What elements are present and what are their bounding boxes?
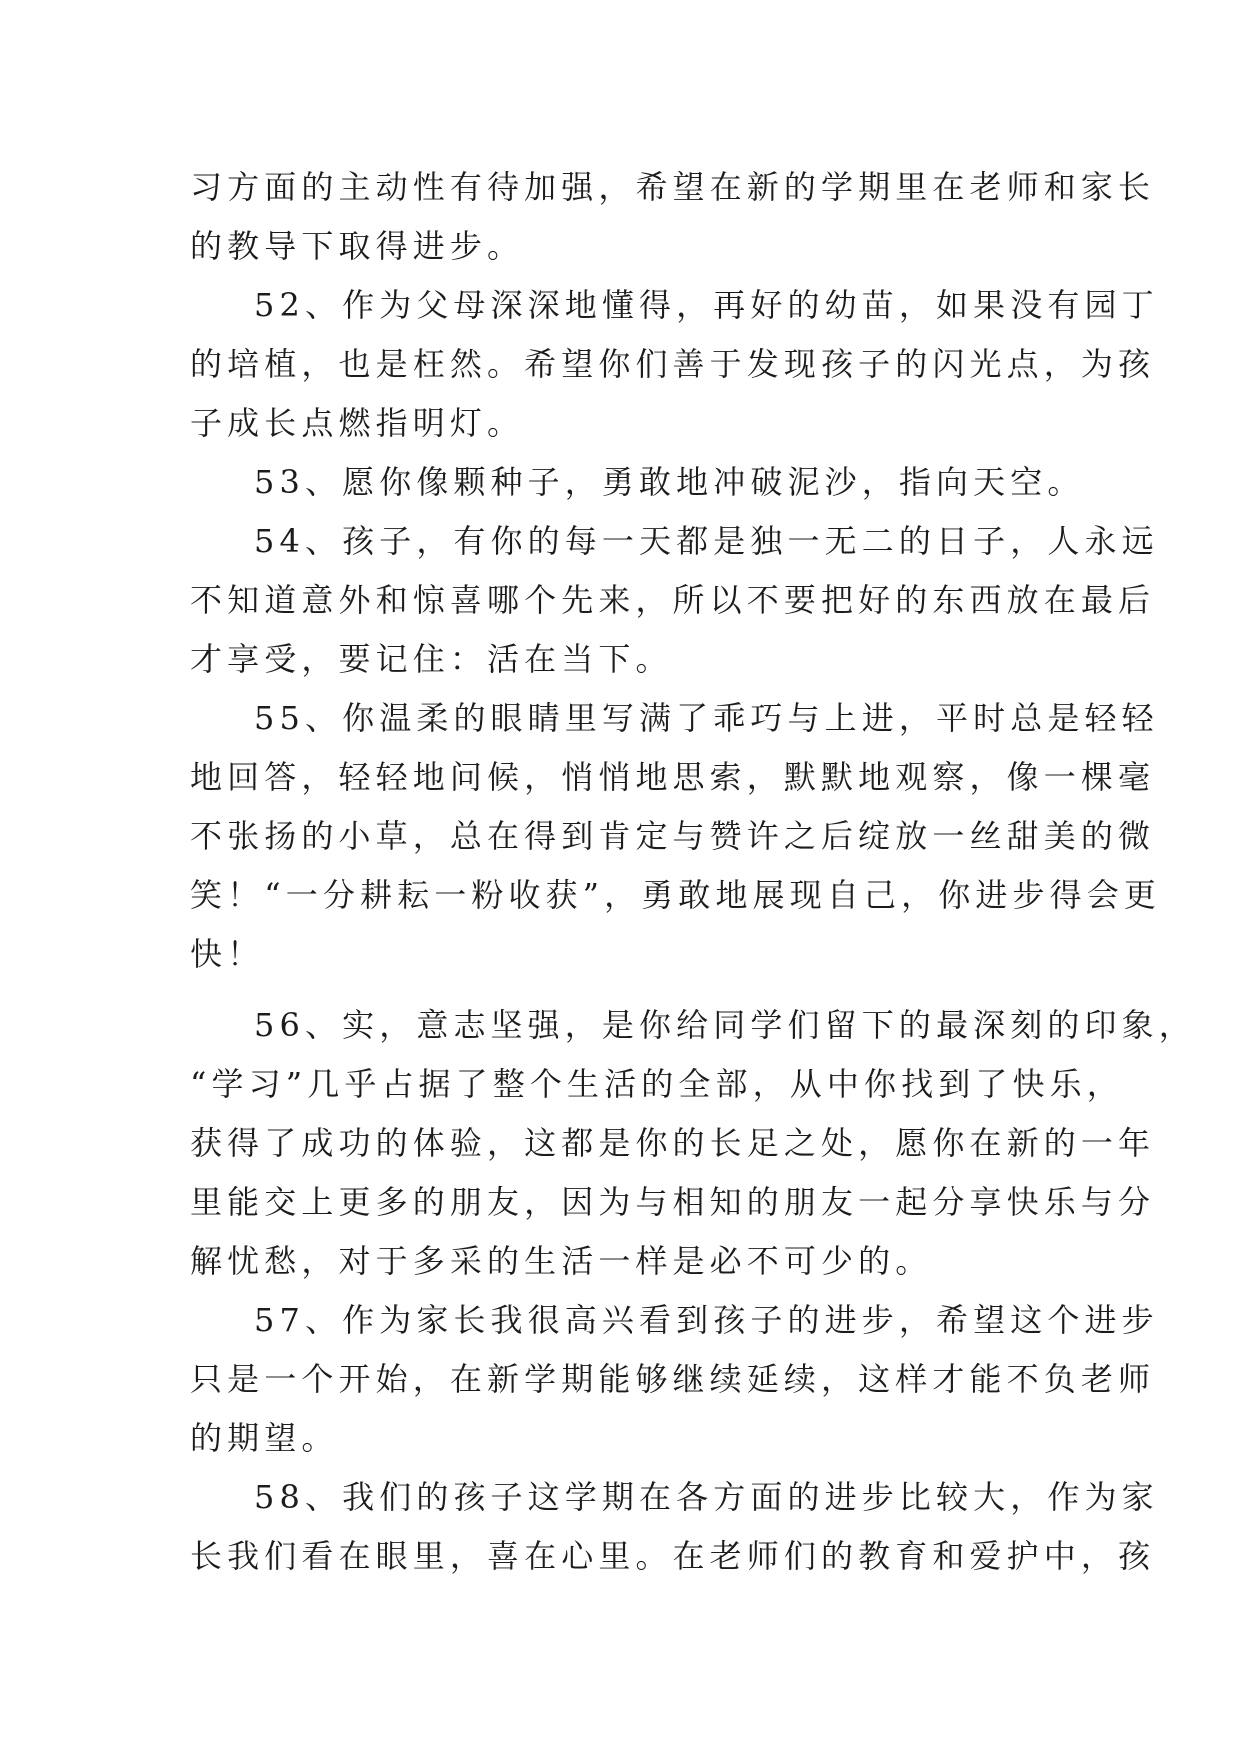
text-line: 不知道意外和惊喜哪个先来，所以不要把好的东西放在最后 bbox=[190, 581, 1156, 619]
text-line: 笑！“一分耕耘一粉收获”，勇敢地展现自己，你进步得会更 bbox=[190, 876, 1161, 914]
text-line: 获得了成功的体验，这都是你的长足之处，愿你在新的一年 bbox=[190, 1124, 1156, 1162]
paragraph-56-line: 56、实，意志坚强，是你给同学们留下的最深刻的印象， bbox=[254, 1006, 1196, 1044]
paragraph-52-line: 52、作为父母深深地懂得，再好的幼苗，如果没有园丁 bbox=[254, 286, 1159, 324]
text-line: 的期望。 bbox=[190, 1419, 339, 1457]
text-line: 的培植，也是枉然。希望你们善于发现孩子的闪光点，为孩 bbox=[190, 345, 1156, 383]
paragraph-55-line: 55、你温柔的眼睛里写满了乖巧与上进，平时总是轻轻 bbox=[254, 699, 1159, 737]
text-line: 的教导下取得进步。 bbox=[190, 227, 525, 265]
text-line: 才享受，要记住：活在当下。 bbox=[190, 640, 673, 678]
text-line: 里能交上更多的朋友，因为与相知的朋友一起分享快乐与分 bbox=[190, 1183, 1156, 1221]
text-line: 解忧愁，对于多采的生活一样是必不可少的。 bbox=[190, 1242, 933, 1280]
text-line: 快！ bbox=[190, 935, 265, 973]
text-line: 子成长点燃指明灯。 bbox=[190, 404, 525, 442]
paragraph-58-line: 58、我们的孩子这学期在各方面的进步比较大，作为家 bbox=[254, 1478, 1159, 1516]
text-line: 只是一个开始，在新学期能够继续延续，这样才能不负老师 bbox=[190, 1360, 1156, 1398]
text-line: 长我们看在眼里，喜在心里。在老师们的教育和爱护中，孩 bbox=[190, 1537, 1156, 1575]
paragraph-57-line: 57、作为家长我很高兴看到孩子的进步，希望这个进步 bbox=[254, 1301, 1159, 1339]
text-line: 地回答，轻轻地问候，悄悄地思索，默默地观察，像一棵毫 bbox=[190, 758, 1156, 796]
text-line: “学习”几乎占据了整个生活的全部，从中你找到了快乐， bbox=[190, 1065, 1124, 1103]
text-line: 不张扬的小草，总在得到肯定与赞许之后绽放一丝甜美的微 bbox=[190, 817, 1156, 855]
document-body bbox=[190, 158, 1196, 1586]
paragraph-53-line: 53、愿你像颗种子，勇敢地冲破泥沙，指向天空。 bbox=[254, 463, 1085, 501]
paragraph-54-line: 54、孩子，有你的每一天都是独一无二的日子，人永远 bbox=[254, 522, 1159, 560]
text-line: 习方面的主动性有待加强，希望在新的学期里在老师和家长 bbox=[190, 168, 1156, 206]
